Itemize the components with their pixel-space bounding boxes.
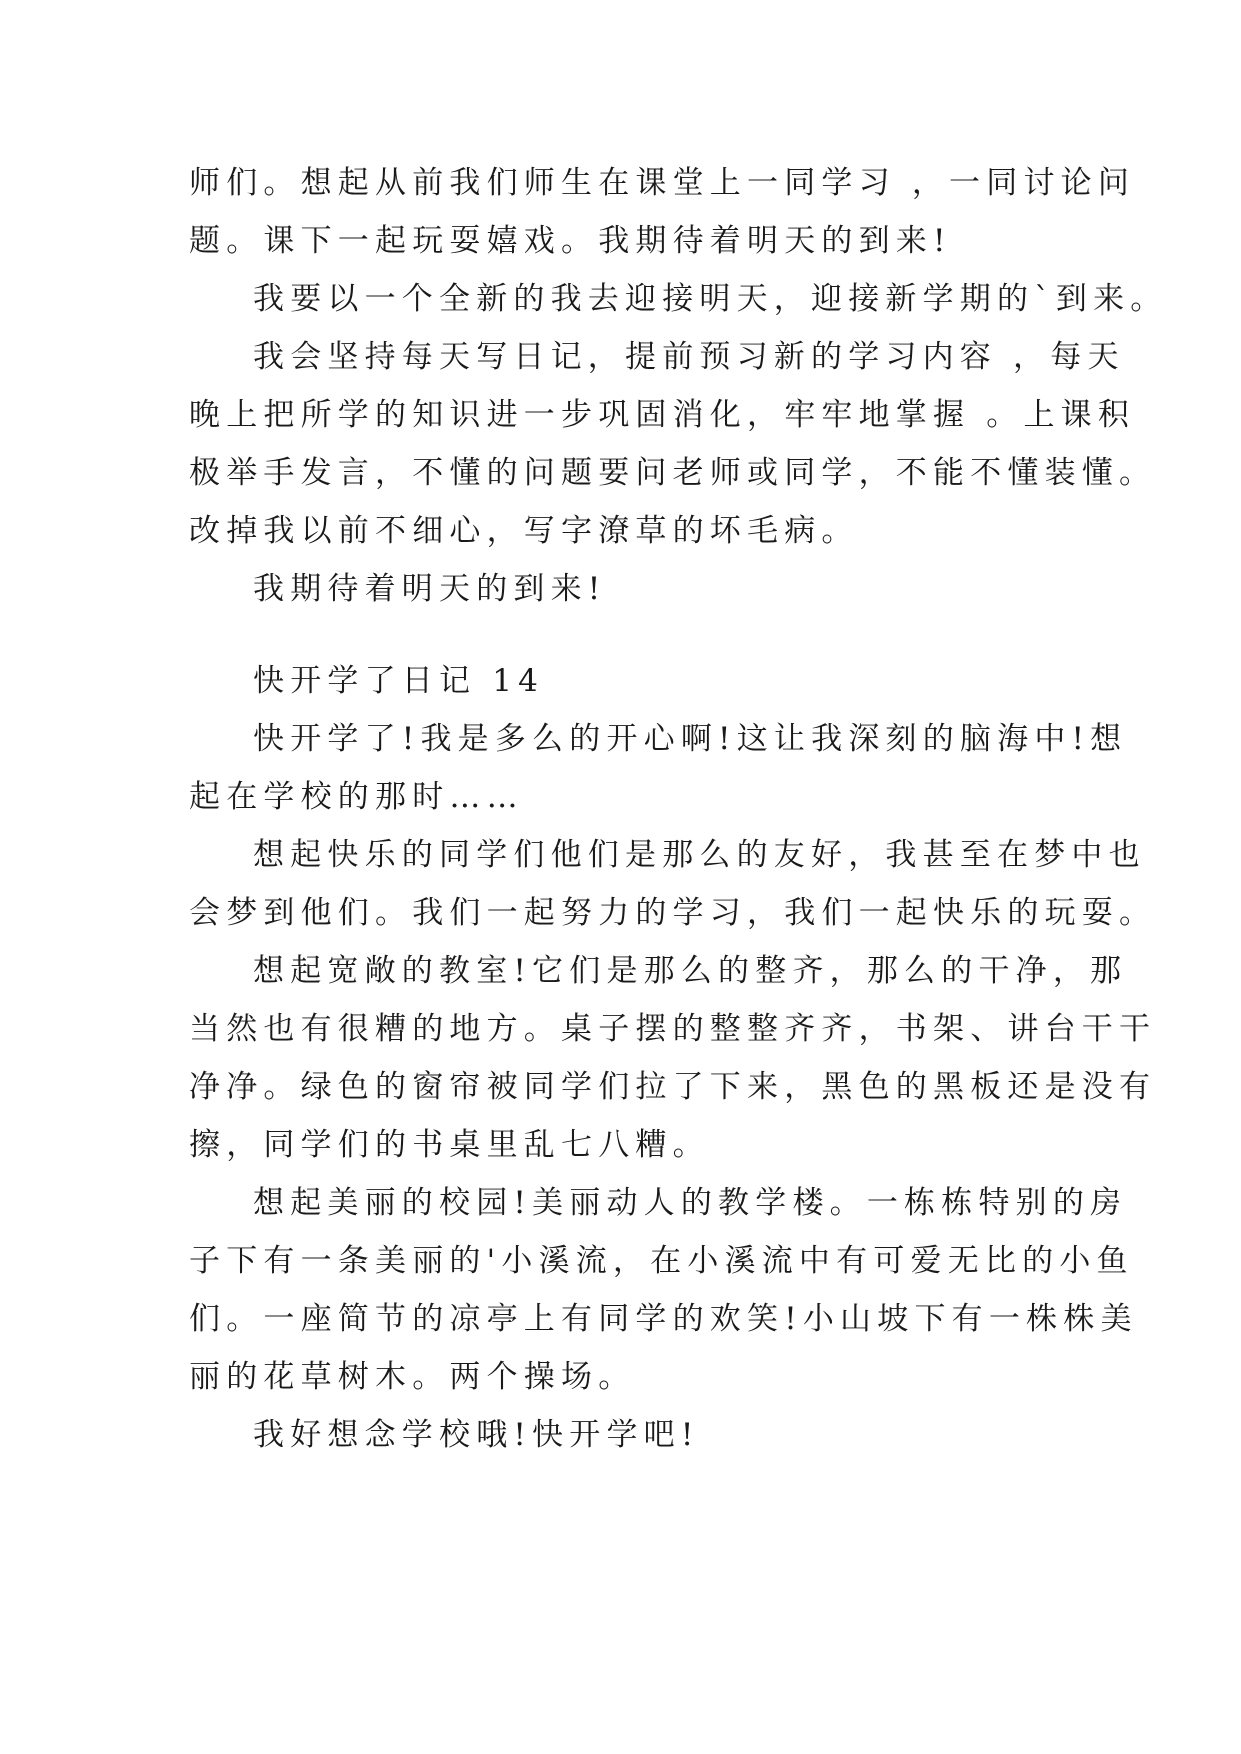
document-body	[189, 154, 1168, 1464]
text-line: 们。一座简节的凉亭上有同学的欢笑!小山坡下有一株株美	[189, 1301, 1138, 1337]
text-line: 想起快乐的同学们他们是那么的友好，我甚至在梦中也	[253, 837, 1146, 873]
text-line: 极举手发言，不懂的问题要问老师或同学，不能不懂装懂。	[189, 455, 1157, 491]
text-line: 晚上把所学的知识进一步巩固消化，牢牢地掌握 。上课积	[189, 397, 1136, 433]
text-line: 净净。绿色的窗帘被同学们拉了下来，黑色的黑板还是没有	[189, 1069, 1157, 1105]
text-line: 我好想念学校哦!快开学吧!	[253, 1417, 700, 1453]
text-line: 起在学校的那时……	[189, 779, 524, 815]
text-line: 我会坚持每天写日记，提前预习新的学习内容 ，每天	[253, 339, 1125, 375]
text-line: 我要以一个全新的我去迎接明天，迎接新学期的`到来。	[253, 281, 1168, 317]
text-line: 想起美丽的校园!美丽动人的教学楼。一栋栋特别的房	[253, 1185, 1128, 1221]
text-line: 会梦到他们。我们一起努力的学习，我们一起快乐的玩耍。	[189, 895, 1157, 931]
text-line: 师们。想起从前我们师生在课堂上一同学习 ，一同讨论问	[189, 165, 1136, 201]
text-line: 快开学了!我是多么的开心啊!这让我深刻的脑海中!想	[253, 721, 1128, 757]
section-title: 快开学了日记 14	[253, 663, 545, 699]
text-line: 擦，同学们的书桌里乱七八糟。	[189, 1127, 710, 1163]
text-line: 我期待着明天的到来!	[253, 571, 607, 607]
text-line: 当然也有很糟的地方。桌子摆的整整齐齐，书架、讲台干干	[189, 1011, 1157, 1047]
section-spacer	[189, 618, 1069, 652]
text-line: 题。课下一起玩耍嬉戏。我期待着明天的到来!	[189, 223, 952, 259]
text-line: 改掉我以前不细心，写字潦草的坏毛病。	[189, 513, 859, 549]
text-line: 丽的花草树木。两个操场。	[189, 1359, 636, 1395]
text-line: 子下有一条美丽的'小溪流，在小溪流中有可爱无比的小鱼	[189, 1243, 1134, 1279]
text-line: 想起宽敞的教室!它们是那么的整齐，那么的干净，那	[253, 953, 1128, 989]
